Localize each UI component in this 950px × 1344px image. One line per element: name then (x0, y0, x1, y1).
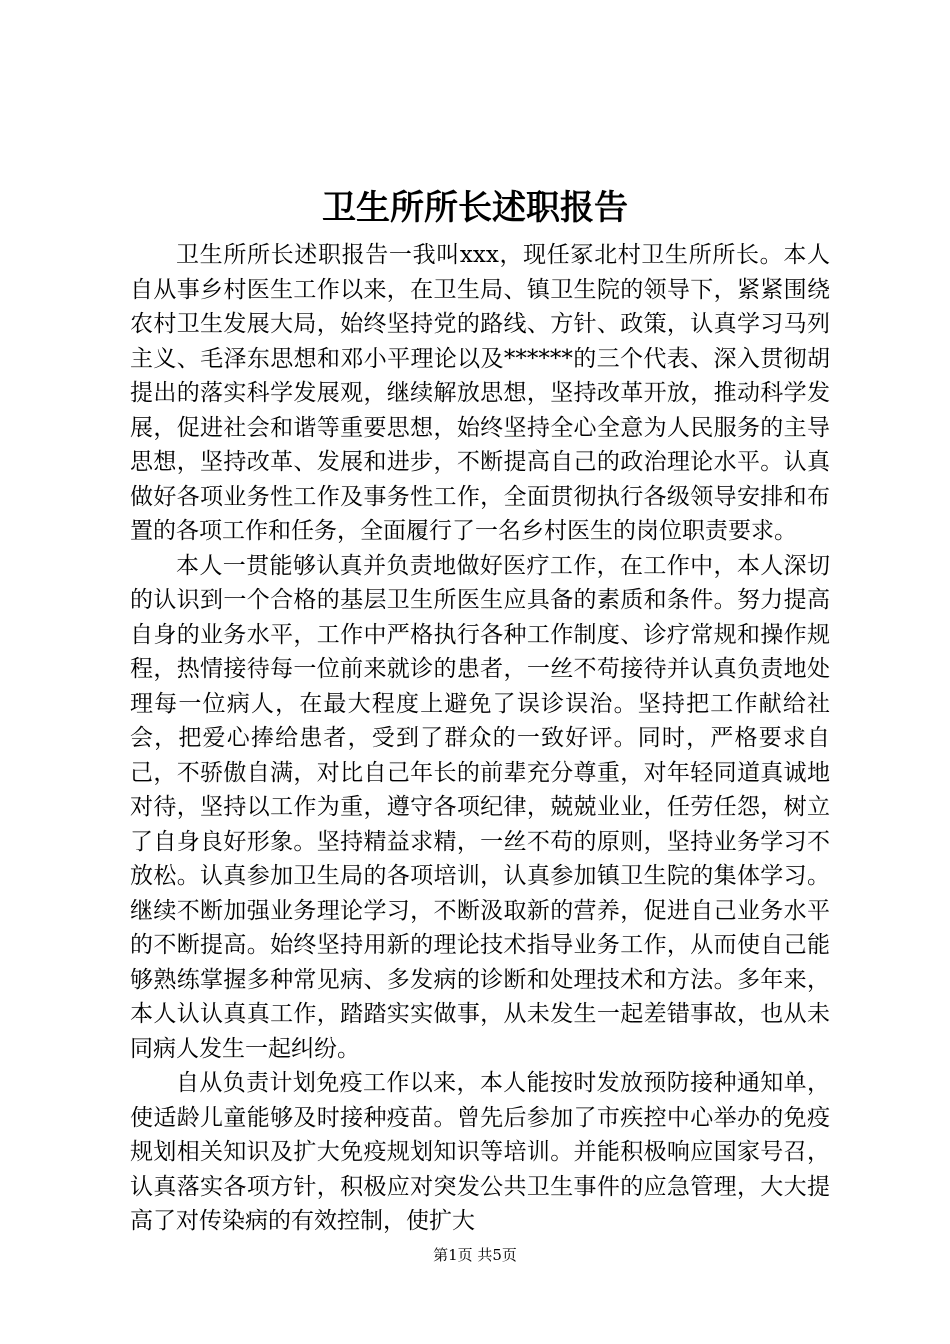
paragraph-2: 本人一贯能够认真并负责地做好医疗工作，在工作中，本人深切的认识到一个合格的基层卫生所医生应具备的素质和条件。努力提高自身的业务水平，工作中严格执行各种工作制度、诊疗常规和操作规程，热情接待每一位前来就诊的患者，一丝不苟接待并认真负责地处理每一位病人，在最大程度上避免了误诊误治。坚持把工作献给社会，把爱心捧给患者，受到了群众的一致好评。同时，严格要求自己，不骄傲自满，对比自己年长的前辈充分尊重，对年轻同道真诚地对待，坚持以工作为重，遵守各项纪律，兢兢业业，任劳任怨，树立了自身良好形象。坚持精益求精，一丝不苟的原则，坚持业务学习不放松。认真参加卫生局的各项培训，认真参加镇卫生院的集体学习。继续不断加强业务理论学习，不断汲取新的营养，促进自己业务水平的不断提高。始终坚持用新的理论技术指导业务工作，从而使自己能够熟练掌握多种常见病、多发病的诊断和处理技术和方法。多年来，本人认认真真工作，踏踏实实做事，从未发生一起差错事故，也从未同病人发生一起纠纷。 (130, 552, 830, 1062)
paragraph-3: 自从负责计划免疫工作以来，本人能按时发放预防接种通知单，使适龄儿童能够及时接种疫苗。曾先后参加了市疾控中心举办的免疫规划相关知识及扩大免疫规划知识等培训。并能积极响应国家号召，认真落实各项方针，积极应对突发公共卫生事件的应急管理，大大提高了对传染病的有效控制，使扩大 (130, 1070, 830, 1234)
document-body (130, 238, 830, 1239)
paragraph-1: 卫生所所长述职报告一我叫xxx，现任冢北村卫生所所长。本人自从事乡村医生工作以来，在卫生局、镇卫生院的领导下，紧紧围绕农村卫生发展大局，始终坚持党的路线、方针、政策，认真学习马列主义、毛泽东思想和邓小平理论以及******的三个代表、深入贯彻胡提出的落实科学发展观，继续解放思想，坚持改革开放，推动科学发展，促进社会和谐等重要思想，始终坚持全心全意为人民服务的主导思想，坚持改革、发展和进步，不断提高自己的政治理论水平。认真做好各项业务性工作及事务性工作，全面贯彻执行各级领导安排和布置的各项工作和任务，全面履行了一名乡村医生的岗位职责要求。 (130, 242, 830, 544)
page-number-footer: 第1页 共5页 (433, 1246, 517, 1264)
document-title: 卫生所所长述职报告 (322, 188, 628, 228)
